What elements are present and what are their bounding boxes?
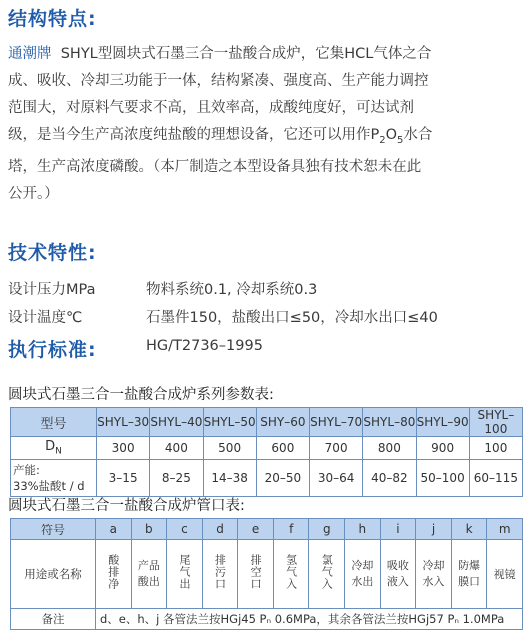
capacity-cell: 60–115 <box>469 460 522 497</box>
usage-text: 产品酸出 <box>137 559 160 588</box>
dn-label-sub: N <box>55 446 62 457</box>
symbol-cell: m <box>487 519 523 540</box>
subscript-2: 2 <box>379 134 386 146</box>
symbol-cell: d <box>202 519 238 540</box>
dn-cell: 100 <box>469 437 522 460</box>
note-header: 备注 <box>11 609 96 630</box>
usage-text: 防爆膜口 <box>458 559 481 588</box>
dn-cell: 400 <box>150 437 203 460</box>
usage-cell <box>238 540 274 609</box>
structure-line-1 <box>8 41 523 68</box>
capacity-cell: 40–82 <box>363 460 416 497</box>
symbol-cell: e <box>238 519 274 540</box>
symbol-cell: g <box>309 519 345 540</box>
model-cell: SHYL–90 <box>416 408 469 437</box>
capacity-cell: 50–100 <box>416 460 469 497</box>
usage-cell <box>167 540 203 609</box>
structure-heading: 结构特点: <box>8 8 97 30</box>
model-header: 型号 <box>11 408 97 437</box>
temperature-value: 石墨件150，盐酸出口≤50，冷却水出口≤40 <box>146 310 438 326</box>
usage-text: 冷却水入 <box>422 559 445 588</box>
symbol-cell: b <box>131 519 167 540</box>
model-cell: SHYL–50 <box>203 408 256 437</box>
usage-cell <box>487 540 523 609</box>
symbol-cell: a <box>96 519 132 540</box>
capacity-cell: 14–38 <box>203 460 256 497</box>
nozzle-table <box>10 518 523 630</box>
nozzle-usage-row <box>11 540 523 609</box>
usage-text: 尾气出 <box>177 554 191 590</box>
capacity-label-line1: 产能: <box>13 463 40 477</box>
nozzle-note-row <box>11 609 523 630</box>
structure-line-3: 范围大，对原料气要求不高，且效率高，成酸纯度好，可达试剂 <box>8 100 414 116</box>
capacity-cell: 8–25 <box>150 460 203 497</box>
usage-cell <box>273 540 309 609</box>
param-table-title: 圆块式石墨三合一盐酸合成炉系列参数表: <box>8 387 274 403</box>
temperature-label: 设计温度℃ <box>8 310 83 326</box>
model-cell: SHYL–70 <box>310 408 363 437</box>
brand-name: 通潮牌 <box>8 46 52 62</box>
capacity-cell: 30–64 <box>310 460 363 497</box>
dn-label-text: D <box>45 439 56 455</box>
model-cell: SHY–60 <box>256 408 309 437</box>
usage-cell <box>131 540 167 609</box>
symbol-header: 符号 <box>11 519 96 540</box>
dn-cell: 900 <box>416 437 469 460</box>
dn-label <box>11 437 97 460</box>
dn-cell: 700 <box>310 437 363 460</box>
symbol-cell: k <box>451 519 487 540</box>
model-cell: SHYL–80 <box>363 408 416 437</box>
usage-header: 用途或名称 <box>11 540 96 609</box>
model-cell: SHYL–30 <box>97 408 150 437</box>
capacity-cell: 3–15 <box>97 460 150 497</box>
model-cell: SHYL–40 <box>150 408 203 437</box>
nozzle-symbol-row <box>11 519 523 540</box>
usage-text: 氯气入 <box>320 554 334 590</box>
symbol-cell: h <box>345 519 381 540</box>
structure-line-4-post: 水合 <box>403 127 433 143</box>
nozzle-table-title: 圆块式石墨三合一盐酸合成炉管口表: <box>8 498 245 514</box>
symbol-cell: f <box>273 519 309 540</box>
symbol-cell: i <box>380 519 416 540</box>
usage-text: 排空口 <box>249 554 263 590</box>
structure-line-1-text: SHYL型圆块式石墨三合一盐酸合成炉，它集HCL气体之合 <box>60 46 432 62</box>
structure-paragraph <box>8 41 523 208</box>
usage-cell <box>202 540 238 609</box>
usage-text: 酸排净 <box>106 554 120 590</box>
pressure-label: 设计压力MPa <box>8 282 96 298</box>
usage-cell <box>416 540 452 609</box>
param-table <box>10 407 523 497</box>
capacity-label <box>11 460 97 497</box>
structure-line-4-mid: O <box>385 127 398 143</box>
model-cell: SHYL–100 <box>469 408 522 437</box>
usage-text: 视镜 <box>493 567 516 581</box>
dn-cell: 600 <box>256 437 309 460</box>
param-table-header-row <box>11 408 523 437</box>
usage-text: 冷却水出 <box>351 559 374 588</box>
dn-row <box>11 437 523 460</box>
subscript-5: 5 <box>397 134 404 146</box>
pressure-value: 物料系统0.1, 冷却系统0.3 <box>146 282 318 298</box>
usage-cell <box>380 540 416 609</box>
capacity-cell: 20–50 <box>256 460 309 497</box>
standard-heading: 执行标准: <box>8 339 97 361</box>
capacity-row <box>11 460 523 497</box>
structure-line-4 <box>8 122 523 154</box>
capacity-label-line2: 33%盐酸t / d <box>13 479 85 493</box>
dn-cell: 800 <box>363 437 416 460</box>
usage-text: 排污口 <box>213 554 227 590</box>
usage-cell <box>96 540 132 609</box>
dn-cell: 300 <box>97 437 150 460</box>
usage-text: 吸收液入 <box>386 559 409 588</box>
structure-line-6: 公开。） <box>8 185 59 202</box>
symbol-cell: c <box>167 519 203 540</box>
structure-line-2: 成、吸收、冷却三功能于一体，结构紧凑、强度高、生产能力调控 <box>8 73 429 89</box>
usage-cell <box>345 540 381 609</box>
tech-heading: 技术特性: <box>8 242 97 264</box>
structure-line-4-pre: 级，是当今生产高浓度纯盐酸的理想设备，它还可以用作P <box>8 127 380 143</box>
dn-cell: 500 <box>203 437 256 460</box>
structure-line-5: 塔，生产高浓度磷酸。（本厂制造之本型设备具独有技术恕未在此 <box>8 158 422 175</box>
standard-value: HG/T2736–1995 <box>146 338 263 354</box>
usage-cell <box>309 540 345 609</box>
usage-text: 氢气入 <box>284 554 298 590</box>
symbol-cell: j <box>416 519 452 540</box>
usage-cell <box>451 540 487 609</box>
note-cell: d、e、h、j 各管法兰按HGj45 Pₙ 0.6MPa，其余各管法兰按HGj57 Pₙ 1.0MPa <box>96 609 523 630</box>
